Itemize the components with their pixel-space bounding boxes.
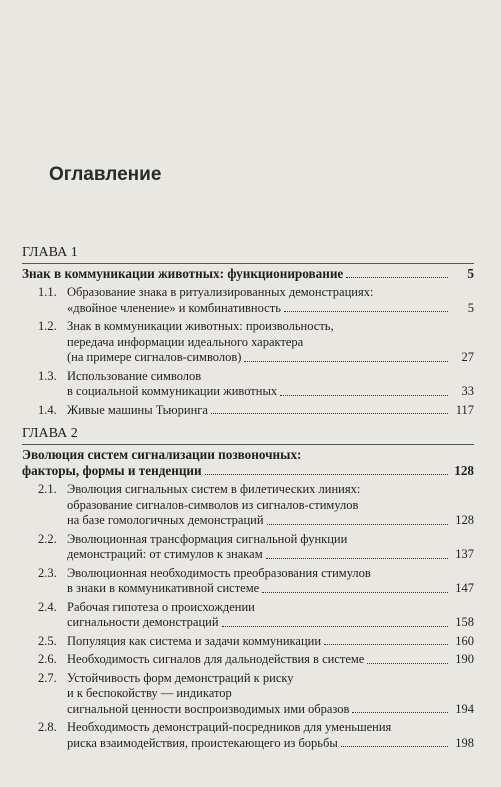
page-number: 117 (455, 402, 474, 417)
page-number: 190 (455, 652, 474, 666)
page-title: Оглавление (49, 164, 162, 185)
page-number: 147 (455, 581, 474, 595)
section-number: 1.3. (38, 368, 57, 383)
leader-dots (266, 558, 448, 559)
entry-line: образование сигналов-символов из сигналов-стимулов (67, 497, 359, 512)
entry-line: Эволюционная трансформация сигнальной функции (67, 531, 348, 546)
entry-line: Эволюционная необходимость преобразования стимулов (67, 565, 371, 580)
section-number: 2.4. (38, 599, 57, 614)
leader-dots (222, 626, 448, 627)
leader-dots (244, 361, 448, 362)
section-number: 2.3. (38, 565, 57, 580)
toc-entry (22, 720, 474, 751)
chapter-1-sections (22, 285, 474, 421)
entry-title: на базе гомологичных демонстраций (67, 513, 264, 527)
page-number: 137 (455, 547, 474, 561)
entry-line: Знак в коммуникации животных: произвольность, (67, 319, 334, 333)
leader-dots (211, 413, 448, 414)
chapter-heading-text: Знак в коммуникации животных: функционирование (22, 266, 344, 281)
section-number: 2.6. (38, 652, 57, 666)
toc-entry (22, 532, 474, 563)
section-number: 2.2. (38, 531, 57, 546)
page-number: 160 (455, 633, 474, 648)
entry-line: Образование знака в ритуализированных демонстрациях: (67, 285, 374, 299)
divider (22, 444, 474, 445)
page-number: 194 (455, 701, 474, 716)
toc-entry (22, 319, 474, 366)
leader-dots (284, 311, 448, 312)
chapter-heading-line: Эволюция систем сигнализации позвоночных: (22, 447, 302, 462)
entry-title: в знаки в коммуникативной системе (67, 581, 260, 595)
toc-entry (22, 566, 474, 597)
entry-title: риска взаимодействия, проистекающего из борьбы (67, 735, 338, 750)
page-number: 33 (461, 384, 474, 398)
entry-title: Живые машины Тьюринга (67, 402, 208, 417)
toc-entry (22, 285, 474, 316)
leader-dots (367, 663, 448, 664)
leader-dots (341, 746, 448, 747)
chapter-1-label: ГЛАВА 1 (22, 245, 78, 260)
chapter-2-heading (22, 447, 474, 479)
toc-entry (22, 671, 474, 718)
toc-entry (22, 600, 474, 631)
toc-entry (22, 403, 474, 419)
leader-dots (262, 592, 448, 593)
page-number: 5 (467, 300, 474, 315)
entry-line: и к беспокойству — индикатор (67, 686, 232, 700)
leader-dots (346, 277, 448, 278)
leader-dots (205, 474, 448, 475)
entry-title: демонстраций: от стимулов к знакам (67, 547, 263, 561)
entry-line: передача информации идеального характера (67, 334, 304, 349)
entry-line: Использование символов (67, 368, 202, 383)
entry-title: Популяция как система и задачи коммуникации (67, 633, 322, 648)
table-of-contents (22, 244, 474, 754)
entry-line: Рабочая гипотеза о происхождении (67, 599, 255, 614)
chapter-1-heading (22, 266, 474, 282)
toc-entry (22, 482, 474, 529)
section-number: 2.8. (38, 720, 57, 734)
leader-dots (324, 644, 448, 645)
section-number: 1.1. (38, 285, 57, 299)
entry-line: Необходимость демонстраций-посредников для уменьшения (67, 720, 392, 734)
leader-dots (280, 395, 448, 396)
entry-title: сигнальности демонстраций (67, 615, 219, 629)
chapter-heading-text: факторы, формы и тенденции (22, 463, 202, 478)
entry-title: «двойное членение» и комбинативность (67, 300, 281, 315)
entry-line: Эволюция сигнальных систем в филетических линиях: (67, 482, 361, 496)
page-number: 27 (461, 350, 474, 364)
page-number: 128 (454, 463, 474, 478)
toc-entry (22, 369, 474, 400)
page-number: 5 (467, 266, 474, 281)
section-number: 2.5. (38, 633, 57, 648)
section-number: 1.4. (38, 402, 57, 417)
page-number: 158 (455, 615, 474, 629)
entry-title: сигнальной ценности воспроизводимых ими образов (67, 701, 350, 716)
toc-entry (22, 634, 474, 650)
page-number: 198 (455, 735, 474, 750)
entry-title: (на примере сигналов-символов) (67, 350, 242, 364)
toc-entry (22, 652, 474, 668)
section-number: 2.1. (38, 482, 57, 496)
entry-line: Устойчивость форм демонстраций к риску (67, 670, 294, 685)
entry-title: в социальной коммуникации животных (67, 384, 278, 398)
section-number: 2.7. (38, 670, 57, 685)
chapter-2-label: ГЛАВА 2 (22, 426, 78, 441)
leader-dots (267, 524, 448, 525)
leader-dots (352, 712, 448, 713)
chapter-2-sections (22, 482, 474, 754)
divider (22, 263, 474, 264)
section-number: 1.2. (38, 319, 57, 333)
entry-title: Необходимость сигналов для дальнодействия в системе (67, 652, 365, 666)
page-number: 128 (455, 513, 474, 527)
